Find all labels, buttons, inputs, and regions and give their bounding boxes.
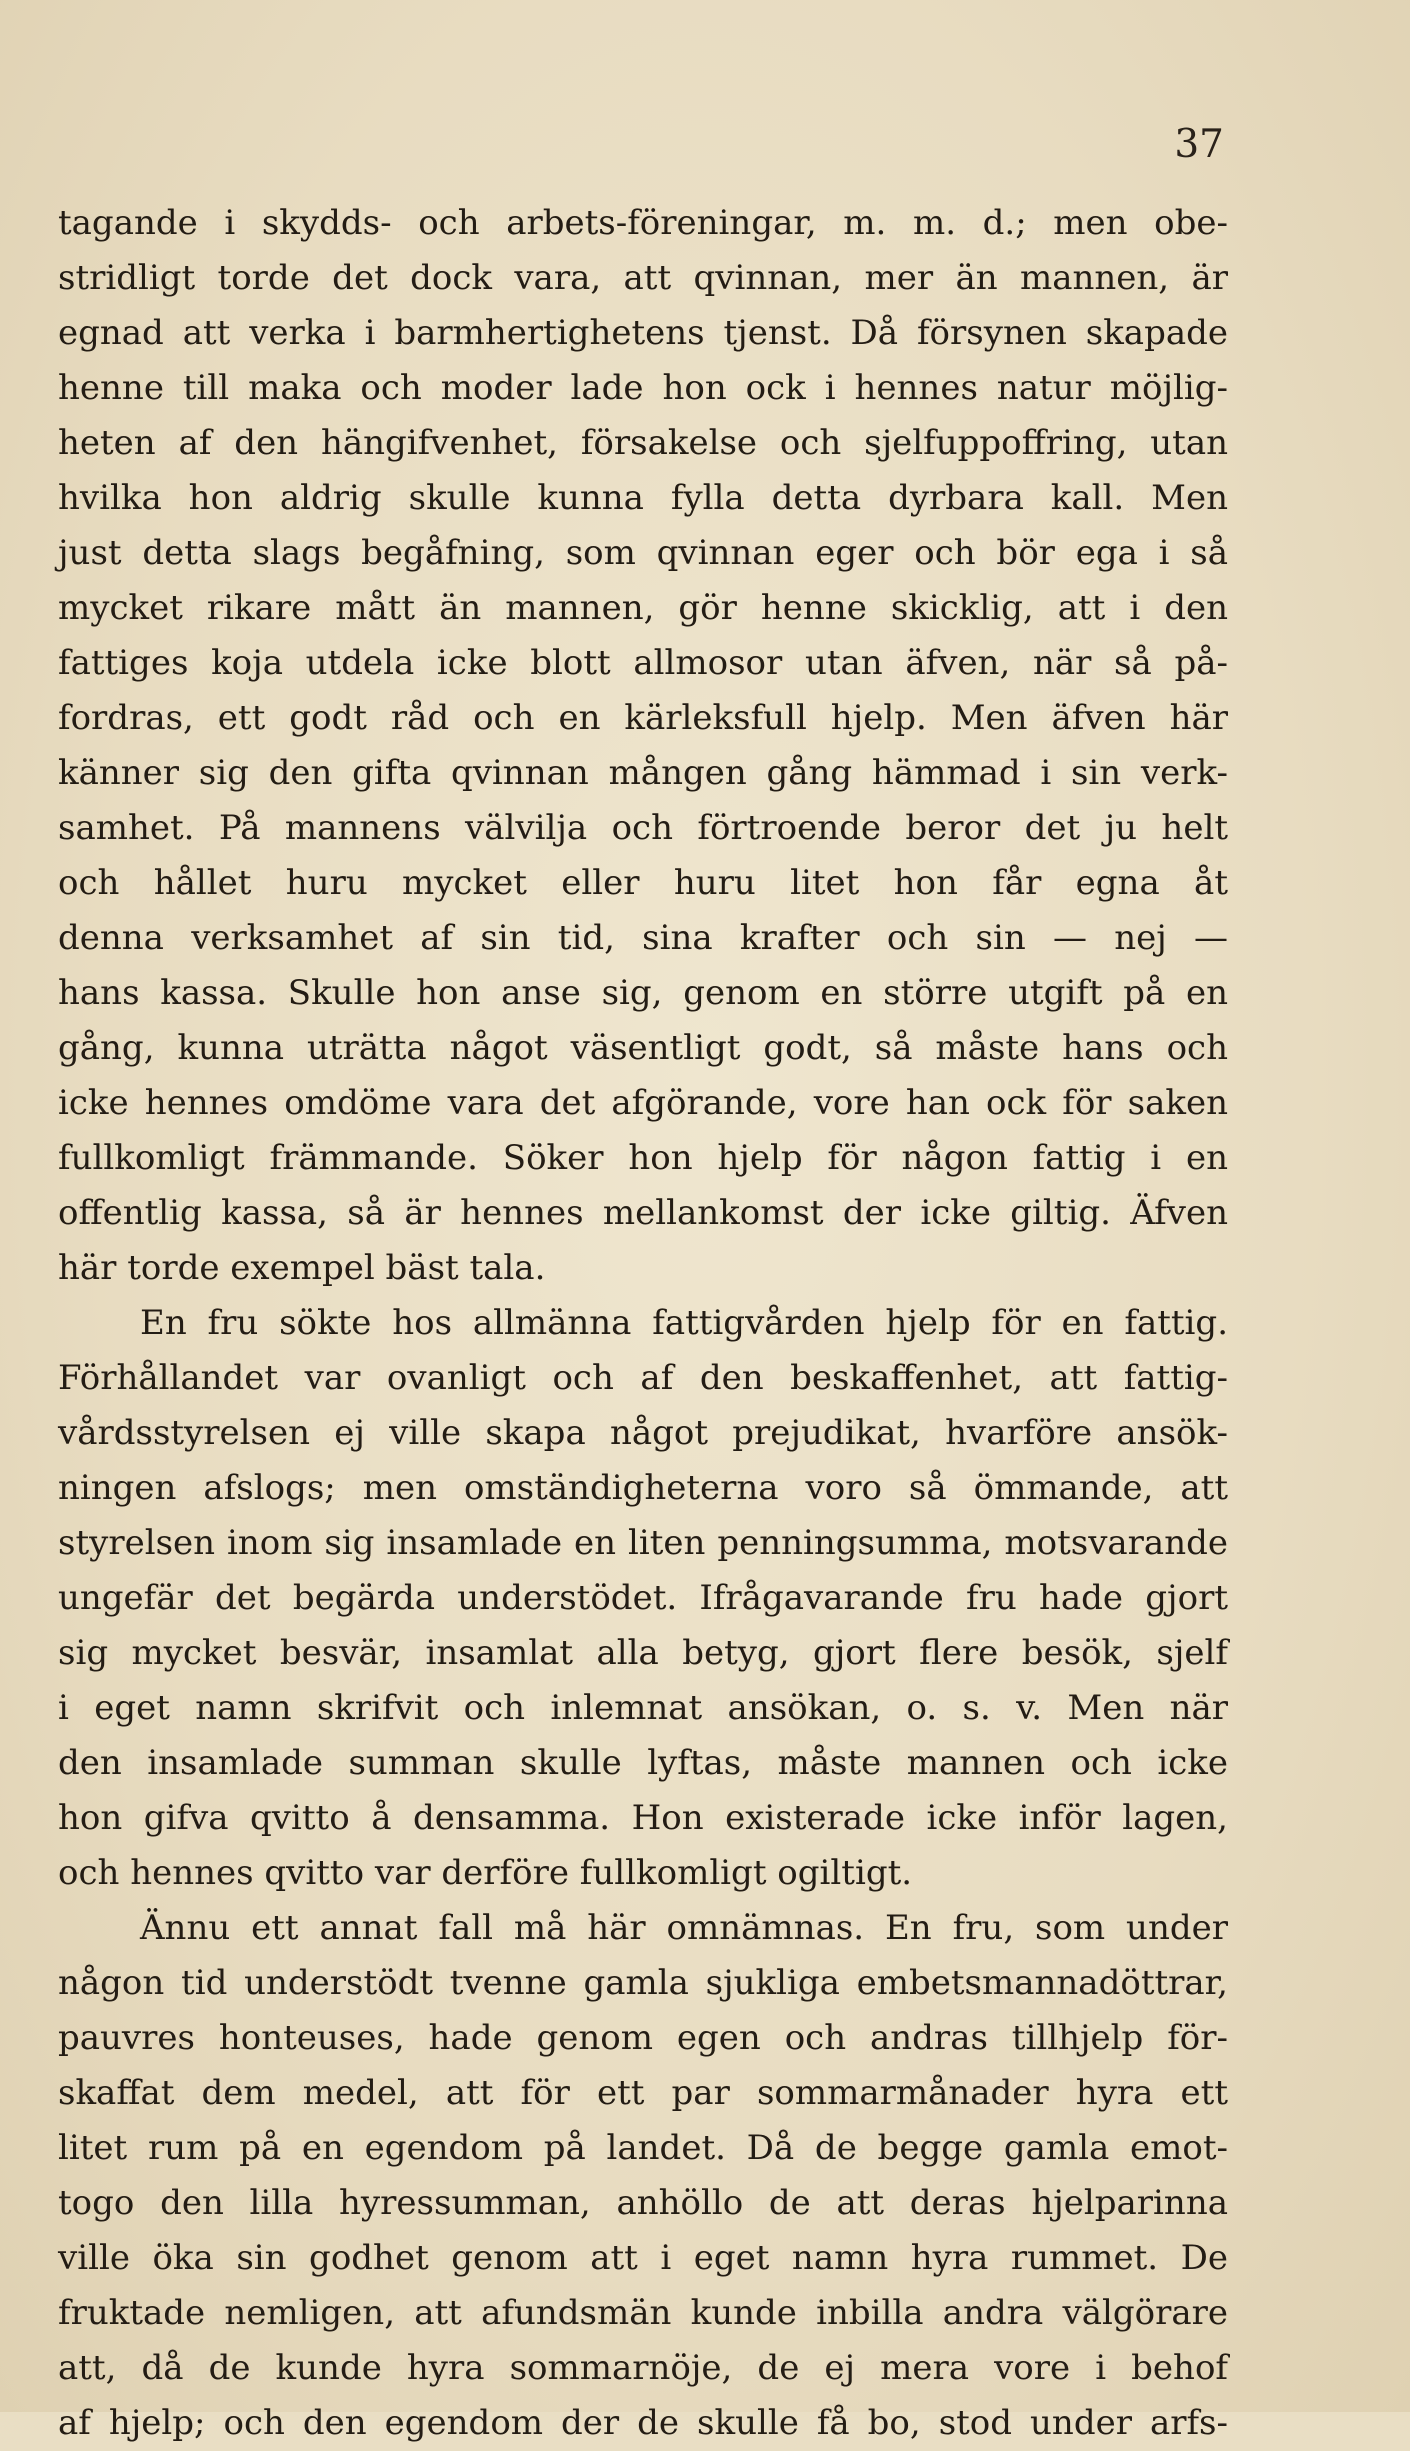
text-line: fattiges koja utdela icke blott allmosor utan äfven, när så på-	[58, 643, 1228, 683]
text-line: att, då de kunde hyra sommarnöje, de ej mera vore i behof	[58, 2348, 1228, 2388]
text-line: här torde exempel bäst tala.	[58, 1248, 546, 1288]
page-number: 37	[1174, 122, 1224, 167]
text-line: fruktade nemligen, att afundsmän kunde inbilla andra välgörare	[58, 2293, 1228, 2333]
text-line: i eget namn skrifvit och inlemnat ansökan, o. s. v. Men när	[58, 1688, 1228, 1728]
text-line: skaffat dem medel, att för ett par sommarmånader hyra ett	[58, 2073, 1228, 2113]
text-line: denna verksamhet af sin tid, sina krafter och sin — nej —	[58, 918, 1228, 958]
text-line: styrelsen inom sig insamlade en liten penningsumma, motsvarande	[58, 1523, 1228, 1563]
text-line: någon tid understödt tvenne gamla sjukliga embetsmannadöttrar,	[58, 1963, 1228, 2003]
page-body-text	[58, 196, 1228, 2451]
text-line: fordras, ett godt råd och en kärleksfull hjelp. Men äfven här	[58, 698, 1228, 738]
text-line: offentlig kassa, så är hennes mellankomst der icke giltig. Äfven	[58, 1193, 1228, 1233]
text-line: icke hennes omdöme vara det afgörande, vore han ock för saken	[58, 1083, 1228, 1123]
text-line: ungefär det begärda understödet. Ifrågavarande fru hade gjort	[58, 1578, 1228, 1618]
text-line: heten af den hängifvenhet, försakelse och sjelfuppoffring, utan	[58, 423, 1228, 463]
text-line: hon gifva qvitto å densamma. Hon existerade icke inför lagen,	[58, 1798, 1228, 1838]
text-line: och hennes qvitto var derföre fullkomligt ogiltigt.	[58, 1853, 913, 1893]
text-line: togo den lilla hyressumman, anhöllo de att deras hjelparinna	[58, 2183, 1228, 2223]
text-line: gång, kunna uträtta något väsentligt godt, så måste hans och	[58, 1028, 1228, 1068]
text-line: mycket rikare mått än mannen, gör henne skicklig, att i den	[58, 588, 1228, 628]
text-line: ville öka sin godhet genom att i eget namn hyra rummet. De	[58, 2238, 1228, 2278]
text-line: just detta slags begåfning, som qvinnan eger och bör ega i så	[58, 533, 1228, 573]
text-line: stridligt torde det dock vara, att qvinnan, mer än mannen, är	[58, 258, 1228, 298]
text-line: Ännu ett annat fall må här omnämnas. En fru, som under	[140, 1908, 1228, 1948]
text-line: ningen afslogs; men omständigheterna voro så ömmande, att	[58, 1468, 1228, 1508]
text-line: litet rum på en egendom på landet. Då de begge gamla emot-	[58, 2128, 1228, 2168]
text-line: hvilka hon aldrig skulle kunna fylla detta dyrbara kall. Men	[58, 478, 1228, 518]
text-line: En fru sökte hos allmänna fattigvården hjelp för en fattig.	[140, 1303, 1228, 1343]
text-line: den insamlade summan skulle lyftas, måste mannen och icke	[58, 1743, 1228, 1783]
text-line: sig mycket besvär, insamlat alla betyg, gjort flere besök, sjelf	[58, 1633, 1228, 1673]
text-line: hans kassa. Skulle hon anse sig, genom en större utgift på en	[58, 973, 1228, 1013]
text-line: henne till maka och moder lade hon ock i hennes natur möjlig-	[58, 368, 1228, 408]
text-line: tagande i skydds- och arbets-föreningar, m. m. d.; men obe-	[58, 203, 1228, 243]
text-line: Förhållandet var ovanligt och af den beskaffenhet, att fattig-	[58, 1358, 1228, 1398]
text-line: vårdsstyrelsen ej ville skapa något prejudikat, hvarföre ansök-	[58, 1413, 1228, 1453]
text-line: känner sig den gifta qvinnan mången gång hämmad i sin verk-	[58, 753, 1228, 793]
text-line: egnad att verka i barmhertighetens tjenst. Då försynen skapade	[58, 313, 1228, 353]
text-line: fullkomligt främmande. Söker hon hjelp för någon fattig i en	[58, 1138, 1228, 1178]
text-line: pauvres honteuses, hade genom egen och andras tillhjelp för-	[58, 2018, 1228, 2058]
text-line: och hållet huru mycket eller huru litet hon får egna åt	[58, 863, 1228, 903]
text-line: af hjelp; och den egendom der de skulle få bo, stod under arfs-	[58, 2403, 1228, 2443]
text-line: samhet. På mannens välvilja och förtroende beror det ju helt	[58, 808, 1228, 848]
